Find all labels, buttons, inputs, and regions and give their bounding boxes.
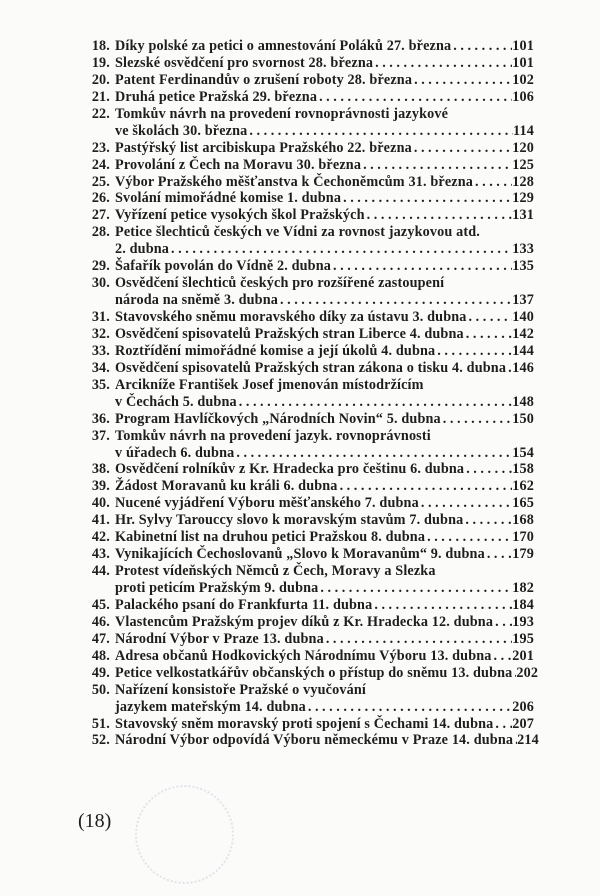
dot-leader [361,157,512,174]
entry-page: 135 [512,258,534,275]
toc-entry [72,224,534,258]
entry-number: 45. [91,596,110,613]
entry-number: 38. [91,461,110,478]
toc-entry [72,529,534,546]
toc-entry [72,326,534,343]
entry-page: 137 [512,292,534,309]
toc-entry [72,190,534,207]
toc-entry [72,72,534,89]
entry-title: Svolání mimořádné komise 1. dubna [115,190,342,207]
entry-number: 18. [91,38,110,54]
entry-number: 30. [91,275,110,292]
toc-entry-line [72,563,534,580]
entry-title: Vynikajících Čechoslovanů „Slovo k Moravanům“ 9. dubna [115,546,485,563]
toc-entry-line [72,428,534,445]
toc-entry-line [72,411,534,428]
toc-entry-line [72,699,534,716]
toc-entry [72,207,534,224]
entry-title: proti peticím Pražským 9. dubna [115,580,319,596]
entry-title: Kabinetní list na druhou petici Pražskou 8. dubna [115,529,426,546]
toc-entry-line [72,123,534,140]
entry-page: 150 [512,410,534,427]
entry-page: 106 [512,88,534,105]
dot-leader [493,614,512,631]
toc-entry-line [72,241,534,258]
library-stamp [135,785,234,884]
toc-entry-line [72,55,534,72]
toc-entry [72,106,534,140]
toc-entry [72,275,534,309]
dot-leader [485,546,512,563]
entry-title: Národní Výbor v Praze 13. dubna [115,630,324,647]
toc-entry-line [72,377,534,394]
toc-entry [72,478,534,495]
toc-entry-line [72,461,534,478]
entry-page: 193 [512,613,534,630]
dot-leader [169,241,512,258]
entry-title: Stavovského sněmu moravského díky za ústavu 3. dubna [115,309,467,325]
entry-number: 51. [91,715,110,732]
entry-title: Slezské osvědčení pro svornost 28. března [115,54,374,71]
entry-number: 49. [91,664,110,681]
dot-leader [365,207,513,224]
toc-entry [72,258,534,275]
entry-number: 52. [91,732,110,749]
entry-number: 21. [91,88,110,105]
dot-leader [338,478,513,495]
entry-page: 114 [513,122,534,139]
dot-leader [435,343,512,360]
entry-title: Roztřídění mimořádné komise a její úkolů 4. dubna [115,342,436,359]
dot-leader [467,309,513,326]
entry-number: 36. [91,410,110,427]
entry-page: 128 [512,173,534,190]
entry-title: Provolání z Čech na Moravu 30. března [115,156,362,173]
toc-entry-line [72,360,534,377]
dot-leader [278,292,512,309]
entry-title: Osvědčení šlechticů českých pro rozšířené zastoupení [115,275,445,292]
dot-leader [412,72,512,89]
entry-page: 165 [512,495,534,512]
dot-leader [237,394,513,411]
toc-entry [72,648,534,665]
entry-number: 47. [91,630,110,647]
entry-number: 22. [91,105,110,122]
entry-number: 39. [91,478,110,495]
dot-leader [493,716,512,733]
entry-page: 182 [512,580,534,596]
entry-title: Hr. Sylvy Tarouccy slovo k moravským stavům 7. dubna [115,512,464,529]
entry-page: 129 [512,190,534,207]
entry-title: Druhá petice Pražská 29. března [115,88,318,105]
toc-entry [72,411,534,428]
entry-title: Nucené vyjádření Výboru měšťanského 7. dubna [115,495,419,512]
toc-entry-line [72,38,534,55]
toc-entry-line [72,190,534,207]
entry-page: 179 [512,546,534,563]
entry-number: 41. [91,512,110,529]
toc-entry [72,55,534,72]
toc-entry [72,343,534,360]
entry-title: národa na sněmě 3. dubna [115,292,278,309]
entry-title: Osvědčení spisovatelů Pražských stran Liberce 4. dubna [115,325,464,342]
dot-leader [373,55,512,72]
entry-title: Petice šlechticů českých ve Vídni za rovnost jazykovou atd. [115,224,480,241]
entry-title: Arcikníže František Josef jmenován místodržícím [115,376,424,393]
entry-title: jazykem mateřským 14. dubna [115,698,306,715]
dot-leader [425,529,512,546]
toc-entry-line [72,174,534,191]
entry-title: Palackého psaní do Frankfurta 11. dubna [115,596,373,613]
entry-page: 154 [512,444,534,461]
entry-number: 35. [91,376,110,393]
toc-entry-line [72,258,534,275]
entry-title: Pastýřský list arcibiskupa Pražského 22. března [115,139,412,156]
entry-page: 158 [512,461,534,478]
entry-title: Protest vídeňských Němců z Čech, Moravy a Slezka [115,563,436,580]
toc-entry-line [72,716,534,733]
dot-leader [473,174,512,191]
entry-number: 34. [91,359,110,376]
entry-number: 24. [91,156,110,173]
entry-number: 44. [91,563,110,580]
entry-number: 50. [91,681,110,698]
entry-page: 125 [512,156,534,173]
toc-entry-line [72,478,534,495]
entry-number: 19. [91,54,110,71]
dot-leader [441,411,512,428]
toc-entry [72,495,534,512]
entry-number: 32. [91,325,110,342]
entry-page: 142 [512,325,534,342]
entry-title: Výbor Pražského měšťanstva k Čechoněmcům 31. března [115,173,474,190]
entry-page: 202 [516,664,539,681]
toc-entry-line [72,546,534,563]
dot-leader [247,123,513,140]
toc-entry-line [72,343,534,360]
dot-leader [317,89,512,106]
toc-entry [72,563,534,597]
entry-page: 144 [512,342,534,359]
toc-entry [72,38,534,55]
entry-number: 33. [91,342,110,359]
toc-entry [72,732,539,749]
dot-leader [372,597,512,614]
entry-title: Program Havlíčkových „Národních Novin“ 5. dubna [115,410,441,427]
entry-number: 28. [91,224,110,241]
entry-page: 148 [512,393,534,410]
toc-entry-line [72,631,534,648]
toc-entry [72,512,534,529]
dot-leader [464,326,513,343]
dot-leader [341,190,512,207]
toc-entry [72,157,534,174]
toc-entry-line [72,275,534,292]
toc-entry-line [72,664,539,682]
entry-title: Stavovský sněm moravský proti spojení s Čechami 14. dubna [115,715,494,732]
entry-title: Nařízení konsistoře Pražské o vyučování [115,681,366,698]
entry-page: 162 [512,478,534,495]
toc-entry-line [72,326,534,343]
entry-title: ve školách 30. března [115,122,248,139]
dot-leader [419,495,512,512]
dot-leader [451,38,512,55]
toc-entry-line [72,72,534,89]
entry-title: Osvědčení rolníkův z Kr. Hradecka pro češtinu 6. dubna [115,461,465,478]
entry-number: 43. [91,546,110,563]
toc-entry-line [72,580,534,597]
toc-entry-line [72,89,534,106]
entry-number: 20. [91,71,110,88]
entry-page: 131 [512,207,534,224]
toc-entry [72,614,534,631]
entry-page: 207 [512,715,534,732]
entry-title: Petice velkostatkářův občanských o přístup do sněmu 13. dubna [115,664,513,681]
entry-page: 214 [517,732,539,749]
toc-entry-line [72,106,534,123]
entry-title: 2. dubna [115,241,170,258]
entry-title: Tomkův návrh na provedení rovnoprávnosti jazykové [115,105,449,122]
entry-number: 31. [91,309,110,325]
entry-number: 27. [91,207,110,224]
entry-page: 101 [512,54,534,71]
toc-entry [72,360,534,377]
toc-entry-line [72,512,534,529]
entry-page: 101 [512,38,534,54]
dot-leader [463,512,512,529]
toc-entry-line [72,207,534,224]
toc-entry [72,597,534,614]
toc-entry-line [72,309,534,326]
toc-entry-line [72,140,534,157]
entry-title: Vyřízení petice vysokých škol Pražských [115,207,365,224]
entry-title: Šafařík povolán do Vídně 2. dubna [115,258,332,275]
table-of-contents [72,38,539,749]
page-number: (18) [78,810,112,832]
toc-entry-line [72,394,534,411]
toc-entry-line [72,445,534,462]
entry-title: Tomkův návrh na provedení jazyk. rovnoprávnosti [115,427,431,444]
toc-entry [72,140,534,157]
toc-entry [72,716,534,733]
toc-entry [72,428,534,462]
toc-entry-line [72,614,534,631]
toc-entry [72,309,534,326]
toc-entry [72,682,534,716]
entry-page: 201 [512,647,534,664]
toc-entry-line [72,157,534,174]
toc-entry [72,664,539,682]
entry-number: 46. [91,613,110,630]
toc-entry-line [72,292,534,309]
toc-entry [72,546,534,563]
entry-title: Adresa občanů Hodkovických Národnímu Výboru 13. dubna [115,647,492,664]
toc-entry [72,631,534,648]
toc-entry [72,89,534,106]
dot-leader [464,461,512,478]
entry-title: Patent Ferdinandův o zrušení roboty 28. března [115,71,413,88]
entry-number: 40. [91,495,110,512]
toc-entry-line [72,597,534,614]
dot-leader [492,648,513,665]
entry-page: 133 [512,241,534,258]
entry-title: Národní Výbor odpovídá Výboru německému v Praze 14. dubna [115,732,514,749]
entry-page: 184 [512,596,534,613]
entry-title: Osvědčení spisovatelů Pražských stran zákona o tisku 4. dubna [115,359,507,376]
dot-leader [318,580,512,597]
entry-number: 37. [91,427,110,444]
dot-leader [234,445,512,462]
entry-page: 170 [512,529,534,546]
toc-entry [72,174,534,191]
entry-title: Vlastencům Pražským projev díků z Kr. Hradecka 12. dubna [115,613,494,630]
entry-number: 26. [91,190,110,207]
dot-leader [306,699,512,716]
entry-page: 140 [512,309,534,325]
entry-title: Díky polské za petici o amnestování Poláků 27. března [115,38,452,54]
entry-title: v Čechách 5. dubna [115,393,237,410]
entry-title: v úřadech 6. dubna [115,444,235,461]
toc-entry-line [72,495,534,512]
toc-entry [72,377,534,411]
entry-page: 102 [512,71,534,88]
toc-entry [72,461,534,478]
toc-entry-line [72,224,534,241]
entry-page: 168 [512,512,534,529]
toc-entry-line [72,682,534,699]
entry-page: 195 [512,630,534,647]
toc-entry-line [72,529,534,546]
entry-number: 29. [91,258,110,275]
dot-leader [412,140,512,157]
entry-number: 25. [91,173,110,190]
toc-entry-line [72,648,534,665]
entry-page: 120 [512,139,534,156]
entry-number: 42. [91,529,110,546]
entry-number: 23. [91,139,110,156]
dot-leader [324,631,512,648]
toc-entry-line [72,732,539,749]
entry-page: 206 [512,698,534,715]
entry-number: 48. [91,647,110,664]
entry-page: 146 [512,359,534,376]
dot-leader [331,258,512,275]
entry-title: Žádost Moravanů ku králi 6. dubna [115,478,338,495]
